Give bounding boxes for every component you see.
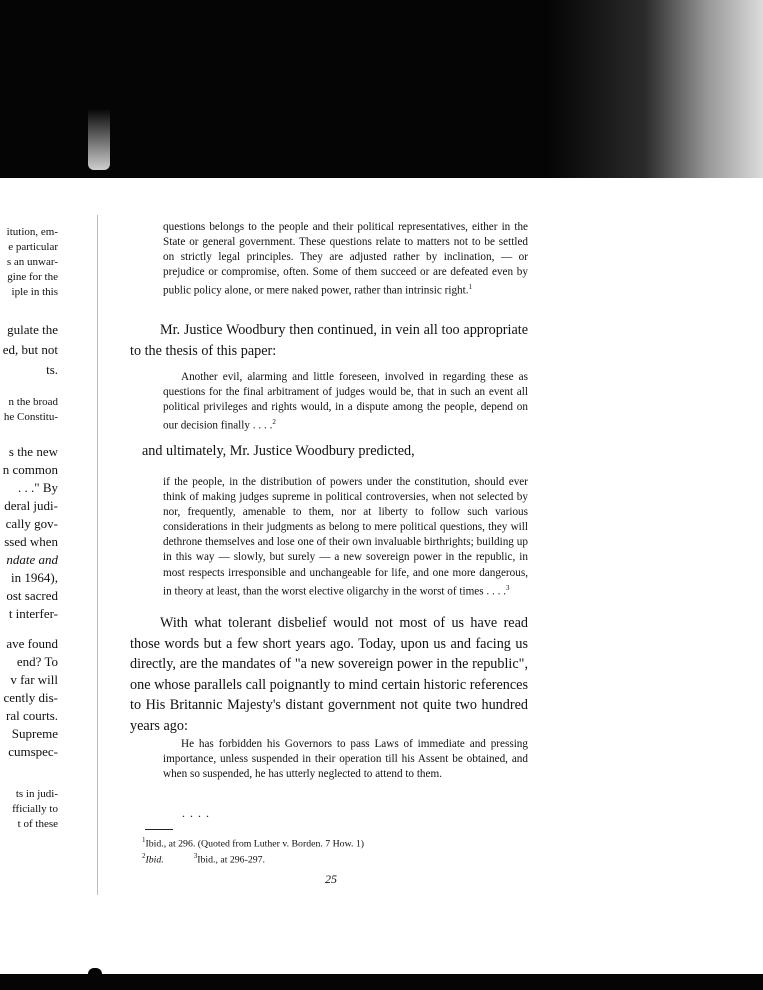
facing-page-fragment: fficially to bbox=[12, 803, 58, 815]
facing-page-fragment: gulate the bbox=[7, 322, 58, 337]
scan-shadow-bottom bbox=[0, 974, 763, 990]
block-quote-4 bbox=[163, 737, 528, 782]
paragraph-text: Mr. Justice Woodbury then continued, in vein all too appropriate to the thesis of this paper: bbox=[130, 322, 528, 359]
facing-page-fragment: t of these bbox=[17, 818, 58, 830]
paragraph-text: With what tolerant disbelief would not most of us have read those words but a few short years ago. Today, upon us and facing us directly, are the mandates of "a new sovereign power in the republic", one whose parallels call poignantly to mind certain historic references to His Britannic Majesty's distant government not quite two hundred years ago: bbox=[130, 615, 528, 734]
facing-page-fragment: he Constitu- bbox=[3, 411, 58, 423]
facing-page-fragment-column bbox=[0, 196, 64, 846]
facing-page-fragment: ost sacred bbox=[6, 588, 58, 603]
footnote-text: Ibid., at 296. (Quoted from Luther v. Borden. 7 How. 1) bbox=[145, 838, 365, 850]
page-lip-shadow bbox=[88, 110, 110, 170]
footnote-rule bbox=[145, 829, 173, 830]
paragraph-1 bbox=[130, 320, 528, 361]
facing-page-fragment: s the new bbox=[8, 444, 58, 459]
facing-page-fragment: gine for the bbox=[7, 271, 58, 283]
quote-text: if the people, in the distribution of powers under the constitution, should ever think of making judges supreme in political controversies, when not selected by nor, frequently, amenable to them, nor at liberty to follow such various considerations in their judgments as belong to mere political questions, they will dethrone themselves and lose one of their own invaluable birthrights; building up in this way — slowly, but surely — a new sovereign power in the republic, in most respects irresponsible and unchangeable for life, and one more dangerous, in theory at least, than the worst elective oligarchy in the worst of times . . . . bbox=[163, 476, 528, 598]
facing-page-fragment: ed, but not bbox=[2, 342, 58, 357]
facing-page-fragment: end? To bbox=[16, 654, 58, 669]
footnote-1: $^1$Ibid., at 296. (Quoted from Luther v. Borden. 7 How. 1) bbox=[142, 836, 365, 850]
facing-page-fragment: s an unwar- bbox=[6, 256, 58, 268]
facing-page-fragment: ave found bbox=[6, 636, 58, 651]
facing-page-fragment: Supreme bbox=[11, 726, 58, 741]
ellipsis: . . . . bbox=[182, 806, 210, 820]
facing-page-fragment: ndate and bbox=[6, 552, 58, 567]
facing-page-fragment: ts. bbox=[46, 362, 58, 377]
block-quote-1 bbox=[163, 220, 528, 299]
facing-page-fragment: cumspec- bbox=[8, 744, 58, 759]
facing-page-fragment: deral judi- bbox=[4, 498, 58, 513]
paragraph-3 bbox=[130, 613, 528, 737]
footnote-2-3: $^2$Ibid. $^3$Ibid., at 296-297. bbox=[142, 852, 265, 866]
facing-page-fragment: n the broad bbox=[8, 396, 58, 408]
quote-text: He has forbidden his Governors to pass Laws of immediate and pressing importance, unless suspended in their operation till his Assent be obtained, and when so suspended, he has utterly neglected to attend to them. bbox=[163, 738, 528, 781]
footnote-text: Ibid., at 296-297. bbox=[197, 854, 265, 866]
footnote-text: Ibid. bbox=[145, 854, 164, 866]
footnote-marker: 3 bbox=[506, 583, 510, 592]
paragraph-text: and ultimately, Mr. Justice Woodbury predicted, bbox=[142, 443, 415, 459]
footnote-marker: 2 bbox=[272, 418, 276, 427]
page-lip-shadow-bottom bbox=[88, 968, 102, 980]
facing-page-fragment: ssed when bbox=[4, 534, 58, 549]
footnotes bbox=[142, 834, 540, 867]
facing-page-fragment: cally gov- bbox=[5, 516, 58, 531]
block-quote-3 bbox=[163, 475, 528, 599]
facing-page-fragment: v far will bbox=[10, 672, 58, 687]
gutter-fold-line bbox=[97, 215, 98, 895]
block-quote-2 bbox=[163, 370, 528, 434]
scan-shadow-top bbox=[0, 0, 763, 178]
facing-page-fragment: ts in judi- bbox=[15, 788, 58, 800]
facing-page-fragment: iple in this bbox=[11, 286, 58, 298]
facing-page-fragment: cently dis- bbox=[3, 690, 58, 705]
facing-page-fragment: itution, em- bbox=[6, 226, 58, 238]
facing-page-fragment: n common bbox=[2, 462, 58, 477]
page-number: 25 bbox=[325, 872, 337, 886]
facing-page-fragment: t interfer- bbox=[8, 606, 58, 621]
facing-page-fragment: . . ." By bbox=[18, 480, 58, 495]
page-curl-shadow bbox=[548, 0, 763, 178]
facing-page-fragment: in 1964), bbox=[11, 570, 58, 585]
quote-text: questions belongs to the people and their political representatives, either in the State or general government. These questions relate to matters not to be settled on strictly legal principles. They are adjusted rather by inclination, — or prejudice or compromise, often. Some of them succeed or are defeated even by public policy alone, or mere naked power, rather than intrinsic right. bbox=[163, 221, 528, 298]
paragraph-2 bbox=[142, 441, 540, 462]
footnote-marker: 1 bbox=[468, 283, 473, 292]
quote-text: Another evil, alarming and little foreseen, involved in regarding these as questions for the final arbitrament of judges would be, that in such an event all political privileges and rights would, in a dispute among the people, depend on our decision finally . . . . bbox=[163, 371, 528, 433]
facing-page-fragment: e particular bbox=[8, 241, 58, 253]
facing-page-fragment: ral courts. bbox=[6, 708, 58, 723]
